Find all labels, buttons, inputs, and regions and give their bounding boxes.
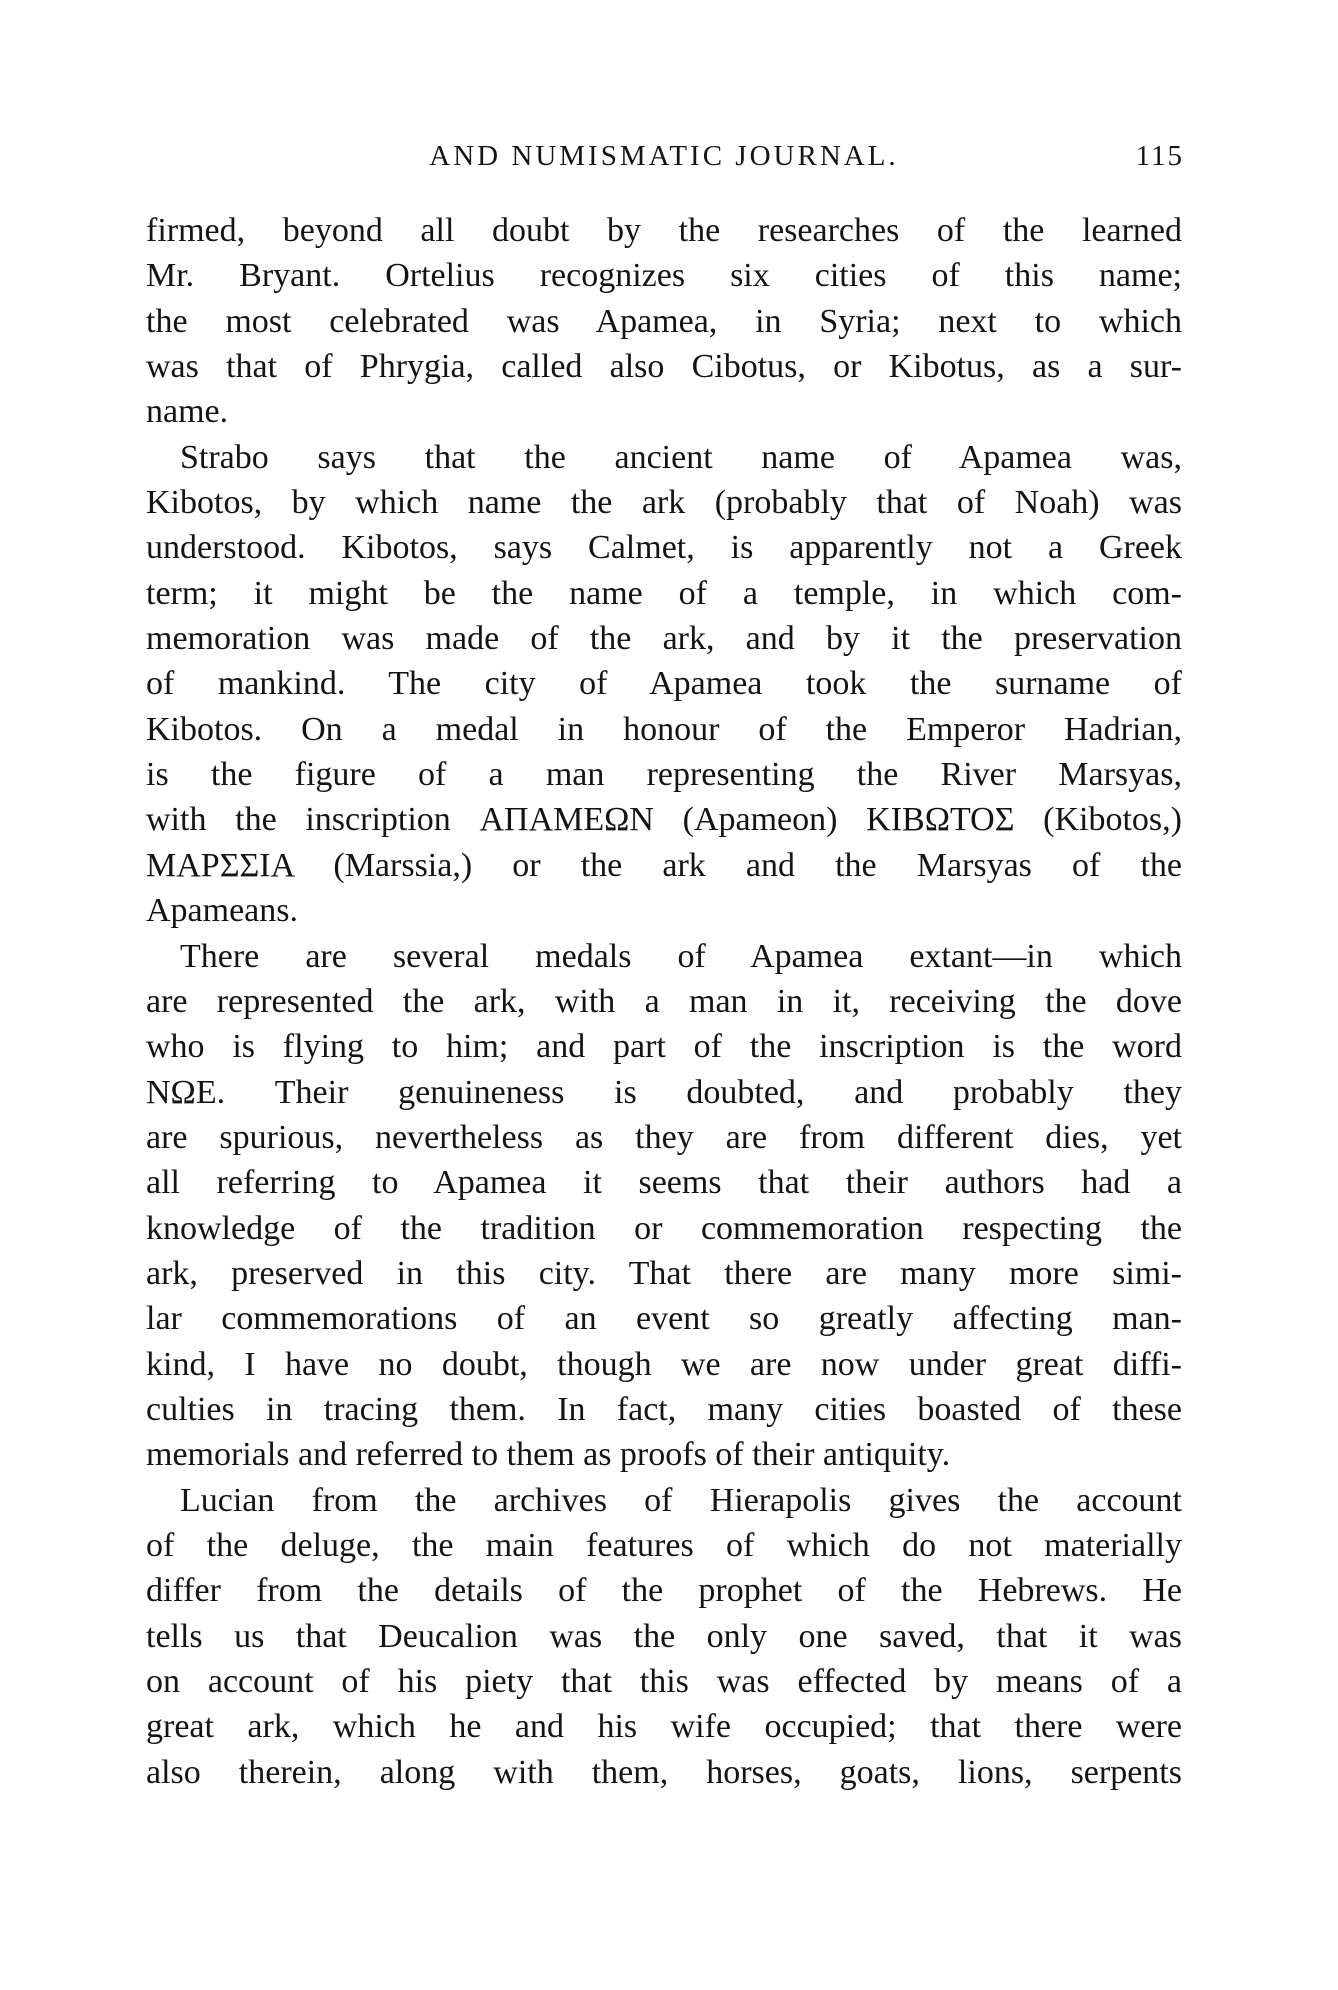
text-line: memoration was made of the ark, and by it the preservation	[146, 620, 1182, 658]
text-line: kind, I have no doubt, though we are now under great diffi-	[146, 1345, 1182, 1383]
text-line: culties in tracing them. In fact, many cities boasted of these	[146, 1390, 1182, 1428]
text-line: on account of his piety that this was effected by means of a	[146, 1663, 1182, 1700]
text-line: lar commemorations of an event so greatly affecting man-	[146, 1300, 1182, 1338]
text-line: of the deluge, the main features of which do not materially	[146, 1526, 1182, 1564]
text-line: of mankind. The city of Apamea took the surname of	[146, 665, 1182, 703]
text-line: with the inscription ΑΠΑΜΕΩΝ (Apameon) ΚΙΒΩΤΟΣ (Kibotos,)	[146, 801, 1182, 839]
running-head: AND NUMISMATIC JOURNAL.	[429, 140, 899, 172]
page-number: 115	[1135, 140, 1184, 172]
text-line: the most celebrated was Apamea, in Syria; next to which	[146, 302, 1182, 340]
text-line: Lucian from the archives of Hierapolis gives the account	[180, 1481, 1182, 1519]
text-line: Strabo says that the ancient name of Apamea was,	[180, 438, 1182, 476]
text-line: understood. Kibotos, says Calmet, is apparently not a Greek	[146, 529, 1182, 567]
paragraph-4	[146, 1478, 1182, 1795]
text-line: are spurious, nevertheless as they are from different dies, yet	[146, 1118, 1182, 1156]
text-line: memorials and referred to them as proofs of their antiquity.	[146, 1436, 951, 1474]
text-line: are represented the ark, with a man in it, receiving the dove	[146, 982, 1182, 1020]
paragraph-3	[146, 934, 1182, 1478]
text-line: differ from the details of the prophet of the Hebrews. He	[146, 1572, 1182, 1610]
text-line: all referring to Apamea it seems that their authors had a	[146, 1164, 1182, 1202]
text-line: There are several medals of Apamea extant—in which	[180, 937, 1182, 975]
text-line: Apameans.	[146, 892, 299, 930]
text-line: who is flying to him; and part of the inscription is the word	[146, 1028, 1182, 1066]
paragraph-1	[146, 208, 1182, 435]
text-line: Kibotos, by which name the ark (probably that of Noah) was	[146, 484, 1182, 522]
paragraph-2	[146, 435, 1182, 934]
text-line: firmed, beyond all doubt by the researches of the learned	[146, 212, 1182, 249]
text-line: tells us that Deucalion was the only one saved, that it was	[146, 1617, 1182, 1655]
text-line: ΜΑΡΣΣΙΑ (Marssia,) or the ark and the Marsyas of the	[146, 846, 1182, 884]
text-line: was that of Phrygia, called also Cibotus, or Kibotus, as a sur-	[146, 348, 1182, 386]
text-line: knowledge of the tradition or commemoration respecting the	[146, 1209, 1182, 1247]
body-text	[146, 208, 1182, 1795]
text-line: is the figure of a man representing the River Marsyas,	[146, 756, 1182, 794]
page-header	[144, 140, 1184, 180]
text-line: ark, preserved in this city. That there are many more simi-	[146, 1254, 1182, 1292]
text-line: name.	[146, 393, 229, 431]
text-line: great ark, which he and his wife occupied; that there were	[146, 1708, 1182, 1746]
text-line: Kibotos. On a medal in honour of the Emperor Hadrian,	[146, 710, 1182, 748]
text-line: term; it might be the name of a temple, in which com-	[146, 574, 1182, 612]
text-line: Mr. Bryant. Ortelius recognizes six cities of this name;	[146, 257, 1182, 295]
text-line: ΝΩΕ. Their genuineness is doubted, and probably they	[146, 1073, 1182, 1111]
text-line: also therein, along with them, horses, goats, lions, serpents	[146, 1753, 1182, 1791]
